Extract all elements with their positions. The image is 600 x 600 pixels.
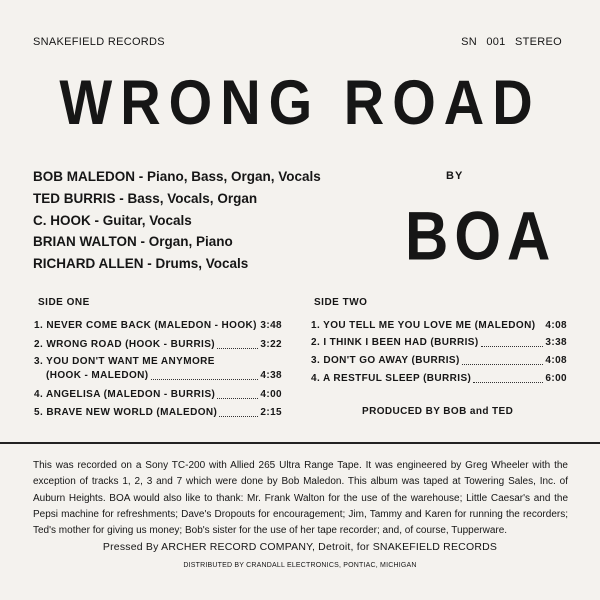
track-title: (HOOK - MALEDON) <box>46 370 149 381</box>
by-label: BY <box>446 170 464 182</box>
credit-line <box>33 166 321 188</box>
track-time: 4:00 <box>260 389 282 400</box>
track-row <box>34 320 282 331</box>
track-title: 5. BRAVE NEW WORLD (MALEDON) <box>34 407 218 418</box>
member-name: BOB MALEDON <box>33 169 135 184</box>
track-title: 3. DON'T GO AWAY (BURRIS) <box>311 355 460 366</box>
leader-dots <box>481 337 544 347</box>
catalog-number: SN 001 STEREO <box>461 36 562 48</box>
track-time: 4:08 <box>545 320 567 331</box>
producer-credit: PRODUCED BY BOB and TED <box>362 406 514 417</box>
member-role: - Piano, Bass, Organ, Vocals <box>135 169 321 184</box>
leader-dots <box>217 389 258 399</box>
member-name: TED BURRIS <box>33 190 116 206</box>
track-row <box>46 370 282 383</box>
leader-dots <box>462 355 544 365</box>
track-time: 4:08 <box>545 355 567 366</box>
track-row <box>311 320 567 331</box>
leader-dots <box>151 370 259 380</box>
track-time: 4:38 <box>260 370 282 381</box>
leader-dots <box>219 407 258 417</box>
record-label: SNAKEFIELD RECORDS <box>33 36 165 48</box>
track-time: 3:48 <box>260 320 282 331</box>
band-name: BOA <box>405 197 557 275</box>
divider <box>0 442 600 444</box>
track-time: 2:15 <box>260 407 282 418</box>
track-time: 3:22 <box>260 339 282 350</box>
member-name: C. HOOK <box>33 212 91 228</box>
track-title: 2. I THINK I BEEN HAD (BURRIS) <box>311 337 479 348</box>
credit-line <box>33 188 321 210</box>
pressing-credit: Pressed By ARCHER RECORD COMPANY, Detroit, for SNAKEFIELD RECORDS <box>102 541 498 553</box>
track-title: 1. YOU TELL ME YOU LOVE ME (MALEDON) <box>311 320 536 331</box>
track-row <box>34 356 282 367</box>
track-row <box>34 339 282 352</box>
band-credits <box>33 166 321 275</box>
member-name: BRIAN WALTON <box>33 234 137 250</box>
side-two-heading: SIDE TWO <box>314 297 368 308</box>
track-row <box>311 337 567 350</box>
member-role: - Drums, Vocals <box>143 256 249 272</box>
track-title: 3. YOU DON'T WANT ME ANYMORE <box>34 356 215 367</box>
member-role: - Guitar, Vocals <box>90 212 192 228</box>
member-name: RICHARD ALLEN <box>33 256 144 272</box>
track-row <box>311 355 567 368</box>
track-row <box>34 389 282 402</box>
album-title: WRONG ROAD <box>59 67 541 138</box>
track-title: 4. ANGELISA (MALEDON - BURRIS) <box>34 389 216 400</box>
leader-dots <box>217 339 258 349</box>
track-title: 1. NEVER COME BACK (MALEDON - HOOK) <box>34 320 257 331</box>
liner-notes: This was recorded on a Sony TC-200 with Allied 265 Ultra Range Tape. It was engineered by Greg Wheeler with the exception of tracks 1, 2, 3 and 7 which were done by Bob Maledon. This album was taped at Towering Sales, Inc. of Auburn Heights. BOA would also like to thank: Mr. Frank Walton for the use of the warehouse; Little Caesar's and the Pepsi machine for refreshments; Dave's Dropouts for encouragement; Jim, Tammy and Karen for running the recorders; Ted's mother for giving us money; Bob's sister for the use of her tape recorder; and, of course, Tupperware. <box>33 460 568 537</box>
member-role: - Organ, Piano <box>136 234 233 250</box>
track-title: 2. WRONG ROAD (HOOK - BURRIS) <box>34 339 216 350</box>
track-row <box>34 407 282 420</box>
credit-line <box>33 231 321 253</box>
track-title: 4. A RESTFUL SLEEP (BURRIS) <box>311 373 472 384</box>
credit-line <box>33 210 321 232</box>
credit-line <box>33 253 321 275</box>
track-row <box>311 373 567 386</box>
side-one-heading: SIDE ONE <box>38 297 90 308</box>
track-time: 6:00 <box>545 373 567 384</box>
track-time: 3:38 <box>545 337 567 348</box>
distribution-credit: DISTRIBUTED BY CRANDALL ELECTRONICS, PONTIAC, MICHIGAN <box>183 562 417 569</box>
leader-dots <box>473 373 543 383</box>
member-role: - Bass, Vocals, Organ <box>115 190 258 206</box>
